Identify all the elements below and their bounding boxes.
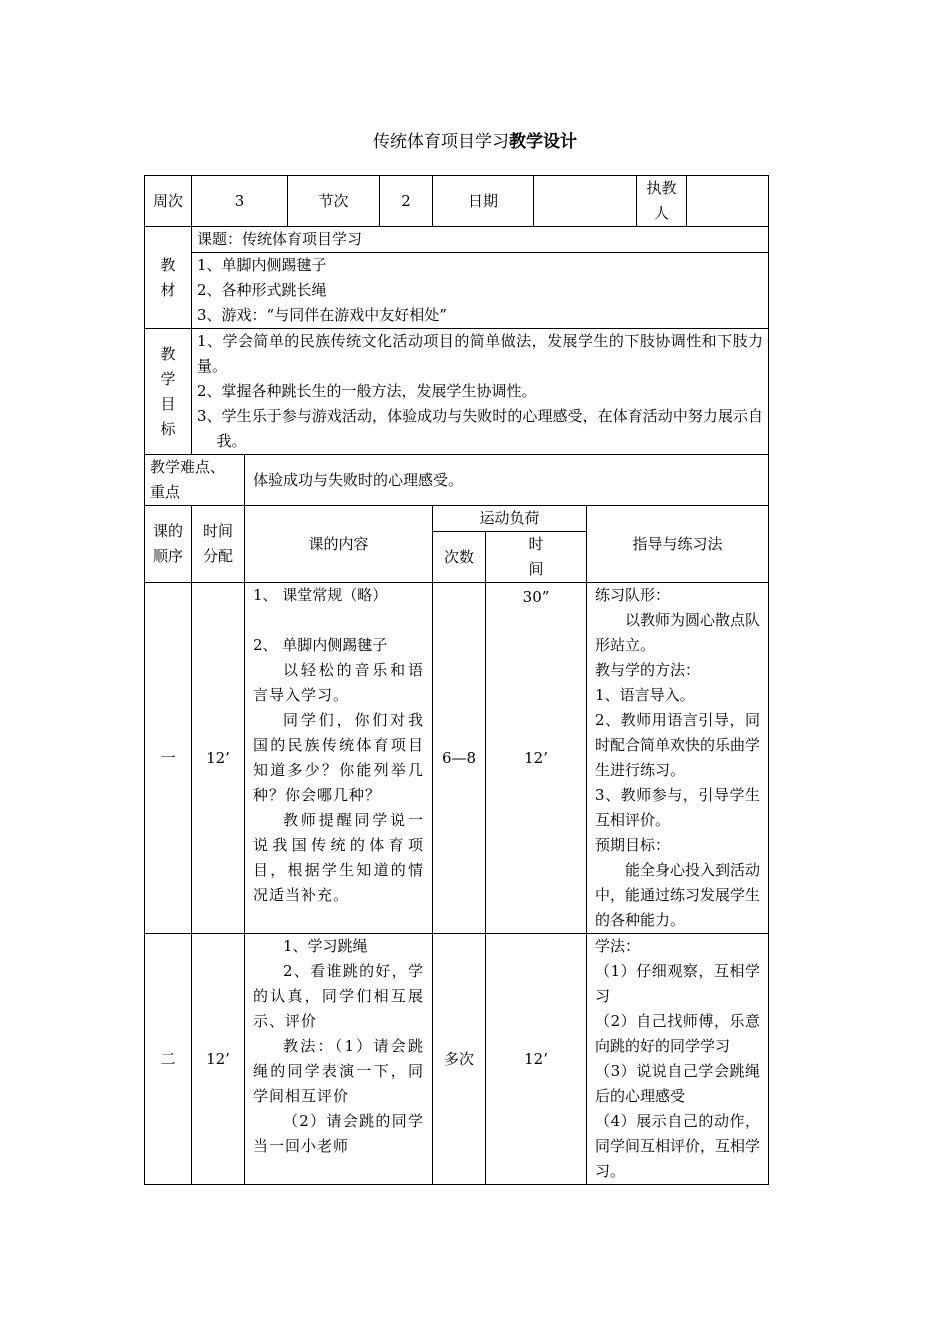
row-time: 12’ bbox=[192, 583, 245, 934]
col-time-line: 时间 bbox=[202, 522, 233, 540]
content-line bbox=[253, 608, 424, 633]
lesson-row-1 bbox=[145, 583, 769, 934]
difficulty-text: 体验成功与失败时的心理感受。 bbox=[245, 455, 769, 506]
title-bold: 教学设计 bbox=[509, 132, 577, 152]
col-duration-line: 间 bbox=[528, 560, 544, 578]
row-order: 一 bbox=[145, 583, 192, 934]
guide-line: （3）说说自己学会跳绳后的心理感受 bbox=[595, 1062, 761, 1105]
section-label: 节次 bbox=[288, 176, 380, 227]
guide-line: 练习队形： bbox=[595, 586, 671, 604]
header-row bbox=[145, 176, 769, 227]
content-line: （2）请会跳的同学当一回小老师 bbox=[253, 1112, 425, 1155]
lesson-plan-table bbox=[144, 175, 769, 1185]
col-load: 运动负荷 bbox=[433, 506, 587, 532]
difficulty-label-line: 重点 bbox=[150, 483, 181, 501]
guide-line: （1）仔细观察，互相学习 bbox=[595, 962, 761, 1005]
material-item: 3、游戏：“与同伴在游戏中友好相处” bbox=[197, 306, 447, 324]
goal-item: 2、掌握各种跳长生的一般方法，发展学生协调性。 bbox=[197, 382, 537, 400]
content-line: 2、看谁跳的好，学的认真，同学们相互展示、评价 bbox=[253, 962, 425, 1030]
row-duration-top: 30” bbox=[522, 588, 550, 606]
difficulty-label bbox=[145, 455, 245, 506]
content-paragraph: 以轻松的音乐和语言导入学习。 bbox=[253, 661, 425, 704]
row-duration-value: 12’ bbox=[524, 748, 548, 767]
teacher-label: 执教人 bbox=[637, 176, 687, 227]
teacher-value bbox=[687, 176, 769, 227]
lesson-row-2 bbox=[145, 934, 769, 1185]
material-item: 2、各种形式跳长绳 bbox=[197, 281, 327, 299]
row-time: 12’ bbox=[192, 934, 245, 1185]
row-content bbox=[245, 934, 433, 1185]
goals-label-text: 教学目标 bbox=[160, 344, 176, 438]
guide-line: 1、语言导入。 bbox=[595, 686, 695, 704]
week-value: 3 bbox=[192, 176, 288, 227]
row-count: 多次 bbox=[433, 934, 486, 1185]
week-label: 周次 bbox=[145, 176, 192, 227]
row-duration bbox=[486, 583, 587, 934]
material-items bbox=[192, 253, 769, 329]
col-duration bbox=[486, 532, 587, 583]
guide-line: 2、教师用语言引导，同时配合简单欢快的乐曲学生进行练习。 bbox=[595, 711, 761, 779]
row-duration: 12’ bbox=[486, 934, 587, 1185]
row-count: 6—8 bbox=[433, 583, 486, 934]
content-line: 1、 课堂常规（略） bbox=[253, 586, 388, 604]
material-topic: 课题：传统体育项目学习 bbox=[192, 227, 769, 253]
guide-line: 以教师为圆心散点队形站立。 bbox=[595, 611, 761, 654]
goals-row bbox=[145, 329, 769, 455]
material-topic-row bbox=[145, 227, 769, 253]
row-content bbox=[245, 583, 433, 934]
difficulty-row bbox=[145, 455, 769, 506]
content-line: 教法：（1）请会跳绳的同学表演一下，同学间相互评价 bbox=[253, 1037, 425, 1105]
content-line: 1、学习跳绳 bbox=[283, 937, 368, 955]
guide-line: （4）展示自己的动作，同学间互相评价，互相学习。 bbox=[595, 1112, 761, 1180]
col-order-line: 顺序 bbox=[152, 547, 183, 565]
material-items-row bbox=[145, 253, 769, 329]
goals-label bbox=[145, 329, 192, 455]
material-item: 1、单脚内侧踢毽子 bbox=[197, 256, 327, 274]
col-duration-line: 时 bbox=[528, 535, 544, 553]
row-order: 二 bbox=[145, 934, 192, 1185]
col-count: 次数 bbox=[433, 532, 486, 583]
page-title bbox=[0, 127, 950, 152]
guide-line: （2）自己找师傅，乐意向跳的好的同学学习 bbox=[595, 1012, 761, 1055]
col-order-line: 课的 bbox=[152, 522, 183, 540]
guide-line: 能全身心投入到活动中，能通过练习发展学生的各种能力。 bbox=[595, 861, 761, 929]
goals-items bbox=[192, 329, 769, 455]
guide-line: 教与学的方法： bbox=[595, 661, 701, 679]
content-paragraph: 同学们，你们对我国的民族传统体育项目知道多少？你能列举几种？你会哪几种？ bbox=[253, 711, 425, 804]
section-value: 2 bbox=[380, 176, 433, 227]
row-guidance bbox=[587, 583, 769, 934]
content-paragraph: 教师提醒同学说一说我国传统的体育项目，根据学生知道的情况适当补充。 bbox=[253, 811, 425, 904]
col-content: 课的内容 bbox=[245, 506, 433, 583]
material-label bbox=[145, 227, 192, 329]
guide-line: 3、教师参与，引导学生互相评价。 bbox=[595, 786, 761, 829]
goal-item: 3、学生乐于参与游戏活动，体验成功与失败时的心理感受，在体育活动中努力展示自我。 bbox=[197, 407, 764, 450]
date-label: 日期 bbox=[433, 176, 534, 227]
content-line: 2、 单脚内侧踢毽子 bbox=[253, 636, 388, 654]
col-order bbox=[145, 506, 192, 583]
title-normal: 传统体育项目学习 bbox=[373, 132, 509, 152]
date-value bbox=[534, 176, 637, 227]
guide-line: 预期目标： bbox=[595, 836, 671, 854]
column-header-row-1 bbox=[145, 506, 769, 532]
col-guidance: 指导与练习法 bbox=[587, 506, 769, 583]
row-guidance bbox=[587, 934, 769, 1185]
col-time bbox=[192, 506, 245, 583]
guide-line: 学法： bbox=[595, 937, 641, 955]
col-time-line: 分配 bbox=[202, 547, 233, 565]
material-label-text: 教材 bbox=[160, 255, 176, 299]
difficulty-label-line: 教学难点、 bbox=[150, 458, 226, 476]
goal-item: 1、学会简单的民族传统文化活动项目的简单做法，发展学生的下肢协调性和下肢力量。 bbox=[197, 332, 764, 375]
